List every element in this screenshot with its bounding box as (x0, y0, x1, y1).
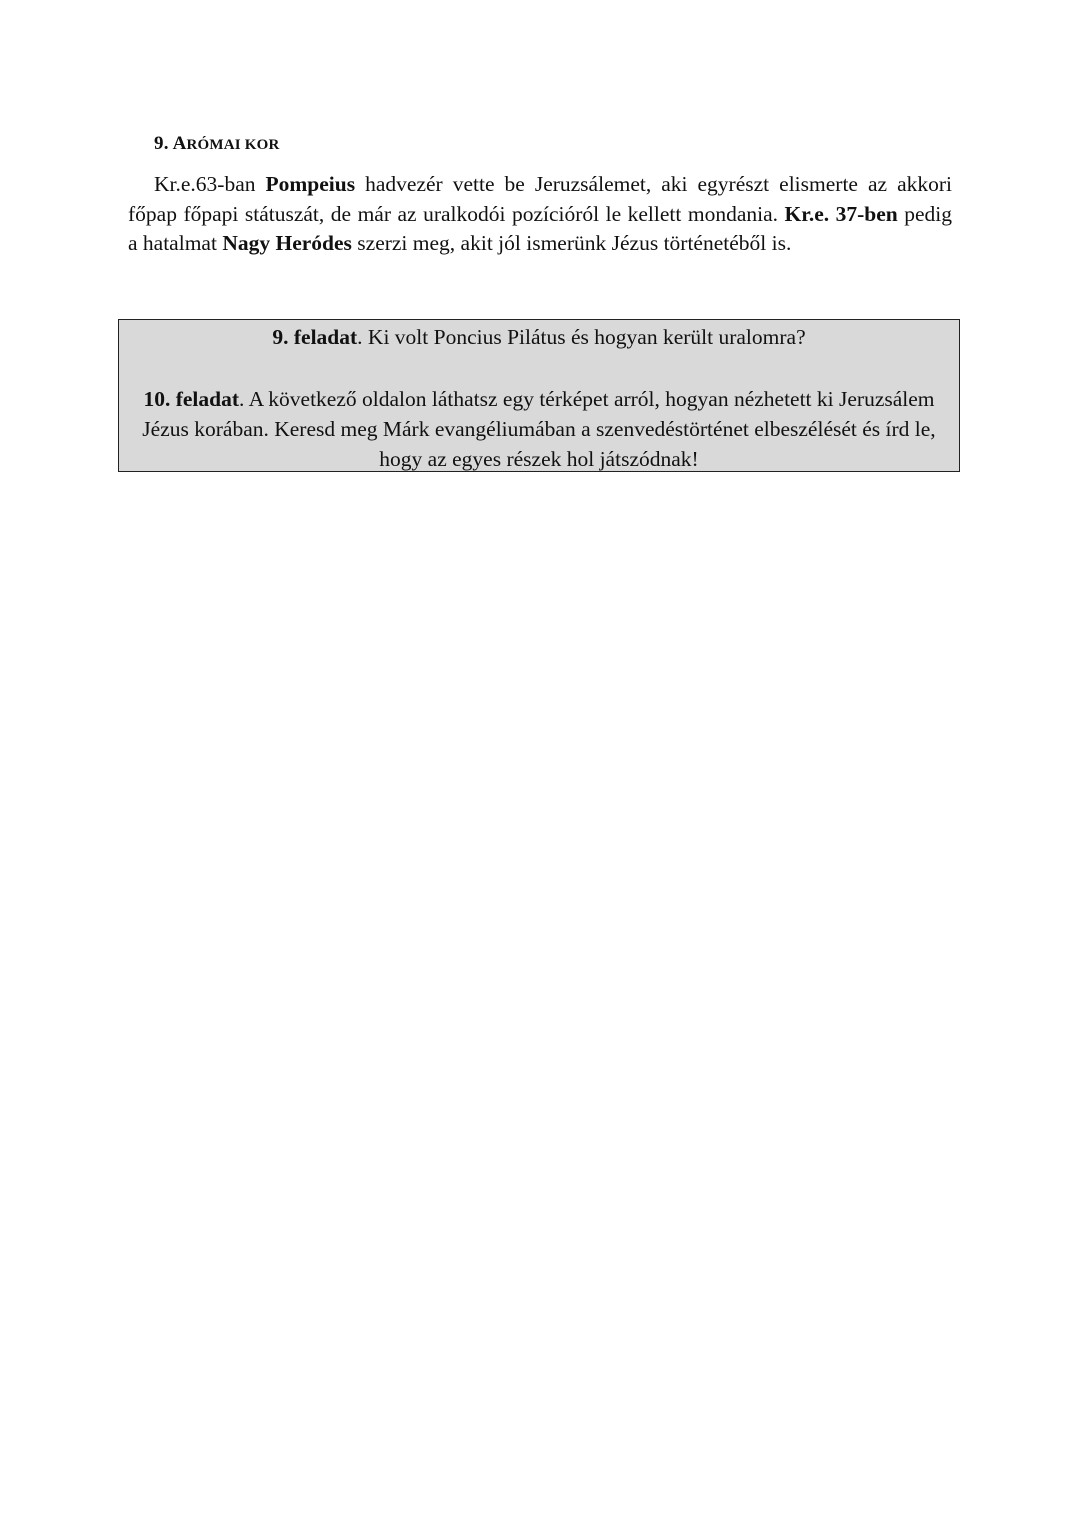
paragraph-bold-date: Kr.e. 37-ben (784, 201, 898, 226)
task-9-label: 9. feladat (272, 325, 358, 349)
paragraph-bold-pompeius: Pompeius (265, 172, 356, 196)
section-title-rest: RÓMAI KOR (186, 137, 280, 153)
section-number: 9. (154, 133, 169, 154)
task-9 (119, 322, 959, 352)
task-box (118, 319, 960, 472)
paragraph-text-2: hadvezér vette be Jeruzsálemet, aki egyrészt elismerte az akkori főpap főpapi státuszát, de már az uralkodói pozícióról le kellett mondania. (128, 172, 952, 226)
paragraph-text-1: Kr.e.63-ban (154, 172, 266, 196)
task-10-text: . A következő oldalon láthatsz egy térképet arról, hogyan nézhetett ki Jeruzsálem Jézus korában. Keresd meg Márk evangéliumában a szenvedéstörténet elbeszélését és írd le, hogy az egyes részek hol játszódnak! (142, 387, 936, 471)
task-9-text: . Ki volt Poncius Pilátus és hogyan került uralomra? (357, 325, 806, 349)
paragraph-bold-herodes: Nagy Heródes (222, 231, 352, 255)
task-10 (119, 384, 959, 474)
paragraph-text-3: pedig a hatalmat (128, 201, 952, 255)
task-10-label: 10. feladat (143, 387, 239, 411)
section-title-initial: A (172, 133, 187, 154)
section-heading (154, 133, 280, 155)
history-paragraph (128, 170, 952, 259)
paragraph-text-4: szerzi meg, akit jól ismerünk Jézus történetéből is. (351, 231, 792, 255)
